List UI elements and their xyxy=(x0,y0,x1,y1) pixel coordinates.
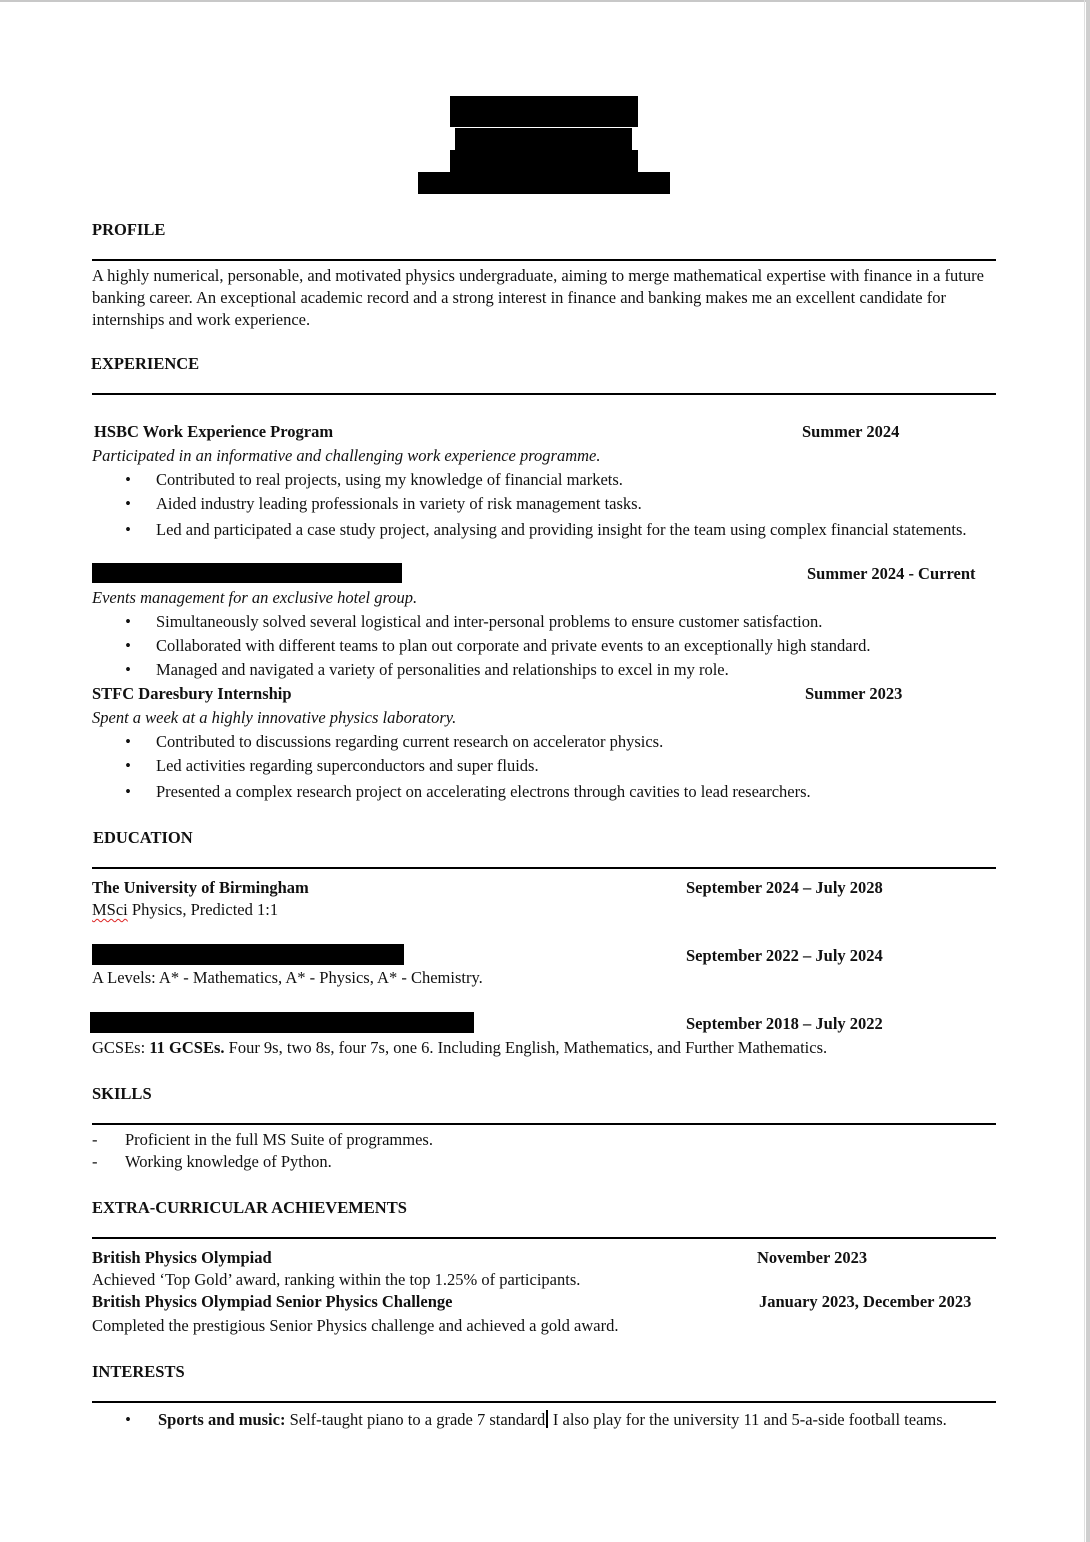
experience-heading: EXPERIENCE xyxy=(91,354,200,373)
job-summary: Events management for an exclusive hotel group. xyxy=(92,588,418,607)
job-bullet: Collaborated with different teams to plan out corporate and private events to an exceptionally high standard. xyxy=(156,636,871,655)
skill-item: Proficient in the full MS Suite of programmes. xyxy=(125,1130,433,1149)
education-detail xyxy=(92,899,278,921)
interests-divider xyxy=(92,1401,996,1403)
job-bullet: Aided industry leading professionals in variety of risk management tasks. xyxy=(156,494,642,513)
bullet-marker: • xyxy=(125,494,131,513)
spellcheck-word[interactable]: MSci xyxy=(92,900,128,919)
education-detail xyxy=(92,1037,827,1059)
job-date: Summer 2024 - Current xyxy=(807,564,976,583)
interest-label: Sports and music: xyxy=(158,1410,286,1429)
achievements-heading: EXTRA-CURRICULAR ACHIEVEMENTS xyxy=(92,1198,407,1217)
achievement-date: January 2023, December 2023 xyxy=(759,1292,972,1311)
page-right-edge xyxy=(1086,0,1090,1542)
page-right-edge-line xyxy=(1084,0,1085,1542)
skills-divider xyxy=(92,1123,996,1125)
education-date: September 2022 – July 2024 xyxy=(686,946,883,965)
education-detail-text: Four 9s, two 8s, four 7s, one 6. Including English, Mathematics, and Further Mathematics. xyxy=(224,1038,828,1057)
job-bullet: Led activities regarding superconductors and super fluids. xyxy=(156,756,539,775)
profile-heading: PROFILE xyxy=(92,220,166,239)
skill-marker: - xyxy=(92,1130,98,1149)
interest-text-a: Self-taught piano to a grade 7 standard xyxy=(285,1410,546,1429)
job-summary: Participated in an informative and challenging work experience programme. xyxy=(92,446,601,465)
job-bullet: Led and participated a case study project, analysing and providing insight for the team using complex financial statements. xyxy=(156,520,967,539)
redacted-employer xyxy=(92,563,402,583)
redacted-school xyxy=(92,944,404,965)
job-summary: Spent a week at a highly innovative physics laboratory. xyxy=(92,708,457,727)
education-detail-bold: 11 GCSEs. xyxy=(149,1038,225,1057)
bullet-marker: • xyxy=(125,1410,131,1429)
bullet-marker: • xyxy=(125,660,131,679)
interests-heading: INTERESTS xyxy=(92,1362,185,1381)
job-bullet: Presented a complex research project on accelerating electrons through cavities to lead researchers. xyxy=(156,782,811,801)
profile-text: A highly numerical, personable, and motivated physics undergraduate, aiming to merge mathematical expertise with finance in a future banking career. An exceptional academic record and a strong interest in finance and banking makes me an excellent candidate for internships and work experience. xyxy=(92,266,984,329)
experience-divider xyxy=(92,393,996,395)
achievement-detail: Achieved ‘Top Gold’ award, ranking within the top 1.25% of participants. xyxy=(92,1270,581,1289)
profile-divider xyxy=(92,259,996,261)
education-date: September 2024 – July 2028 xyxy=(686,878,883,897)
bullet-marker: • xyxy=(125,636,131,655)
achievement-date: November 2023 xyxy=(757,1248,868,1267)
skill-item: Working knowledge of Python. xyxy=(125,1152,332,1171)
education-date: September 2018 – July 2022 xyxy=(686,1014,883,1033)
interest-item xyxy=(158,1409,988,1431)
text-cursor xyxy=(546,1410,548,1428)
skills-heading: SKILLS xyxy=(92,1084,152,1103)
bullet-marker: • xyxy=(125,756,131,775)
redacted-name xyxy=(450,96,638,127)
page-top-edge xyxy=(0,0,1090,2)
bullet-marker: • xyxy=(125,612,131,631)
achievements-divider xyxy=(92,1237,996,1239)
achievement-title: British Physics Olympiad xyxy=(92,1248,272,1267)
redacted-contact-line-1 xyxy=(455,128,632,150)
redacted-school xyxy=(90,1012,474,1033)
redacted-contact-line-3 xyxy=(418,172,670,194)
bullet-marker: • xyxy=(125,732,131,751)
achievement-title: British Physics Olympiad Senior Physics Challenge xyxy=(92,1292,453,1311)
job-bullet: Managed and navigated a variety of personalities and relationships to excel in my role. xyxy=(156,660,729,679)
education-divider xyxy=(92,867,996,869)
education-heading: EDUCATION xyxy=(93,828,193,847)
bullet-marker: • xyxy=(125,470,131,489)
bullet-marker: • xyxy=(125,520,131,539)
education-detail: A Levels: A* - Mathematics, A* - Physics, A* - Chemistry. xyxy=(92,968,483,987)
achievement-detail: Completed the prestigious Senior Physics challenge and achieved a gold award. xyxy=(92,1316,619,1335)
job-bullet: Contributed to real projects, using my knowledge of financial markets. xyxy=(156,470,623,489)
job-title: HSBC Work Experience Program xyxy=(94,422,334,441)
skill-marker: - xyxy=(92,1152,98,1171)
job-title: STFC Daresbury Internship xyxy=(92,684,292,703)
education-detail-prefix: GCSEs: xyxy=(92,1038,150,1057)
job-date: Summer 2023 xyxy=(805,684,903,703)
school-name: The University of Birmingham xyxy=(92,878,309,897)
job-bullet: Simultaneously solved several logistical and inter-personal problems to ensure customer satisfaction. xyxy=(156,612,823,631)
job-bullet: Contributed to discussions regarding current research on accelerator physics. xyxy=(156,732,664,751)
interest-text-b: I also play for the university 11 and 5-a-side football teams. xyxy=(548,1410,947,1429)
job-date: Summer 2024 xyxy=(802,422,900,441)
education-detail-text: Physics, Predicted 1:1 xyxy=(127,900,279,919)
bullet-marker: • xyxy=(125,782,131,801)
redacted-contact-line-2 xyxy=(450,150,638,173)
